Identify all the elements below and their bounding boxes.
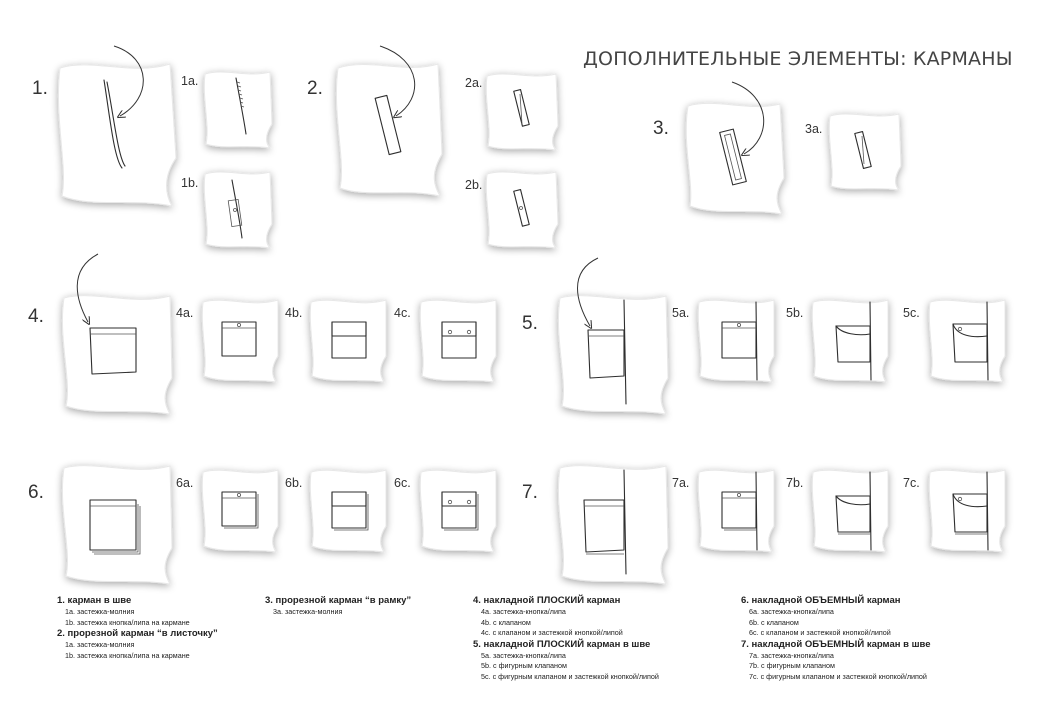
pocket-7a-illustration xyxy=(694,466,778,554)
legend-item-2: 2. прорезной карман “в листочку” xyxy=(57,628,218,639)
pocket-6b-illustration xyxy=(306,466,390,554)
legend-item-6a: 6a. застежка-кнопка/липа xyxy=(749,607,834,616)
legend-column-4 xyxy=(741,595,931,682)
pocket-4a-illustration xyxy=(198,296,282,384)
legend-item-5b: 5b. с фигурным клапаном xyxy=(481,661,567,670)
legend-item-1a: 1a. застежка-молния xyxy=(65,607,135,616)
legend-item-6b: 6b. с клапаном xyxy=(749,617,799,627)
label-1b: 1b. xyxy=(181,176,199,190)
label-1: 1. xyxy=(32,78,48,99)
pocket-1-illustration xyxy=(52,58,182,208)
pocket-4c-illustration xyxy=(416,296,500,384)
label-7b: 7b. xyxy=(786,476,804,490)
label-4b: 4b. xyxy=(285,306,303,320)
legend-item-2a: 1a. застежка-молния xyxy=(65,640,135,649)
pocket-7-illustration xyxy=(554,460,674,586)
label-7: 7. xyxy=(522,482,538,503)
pocket-5c-illustration xyxy=(925,296,1009,384)
pocket-2a-illustration xyxy=(482,70,562,152)
legend-item-2b: 1b. застежка кнопка/липа на кармане xyxy=(65,650,190,660)
label-1a: 1a. xyxy=(181,74,199,88)
label-6a: 6a. xyxy=(176,476,194,490)
pocket-4b-illustration xyxy=(306,296,390,384)
label-3: 3. xyxy=(653,118,669,139)
label-3a: 3a. xyxy=(805,122,823,136)
legend-item-7a: 7a. застежка-кнопка/липа xyxy=(749,650,834,660)
label-5c: 5c. xyxy=(903,306,920,320)
pocket-3a-illustration xyxy=(825,110,905,192)
legend-item-5a: 5a. застежка-кнопка/липа xyxy=(481,650,566,660)
label-4: 4. xyxy=(28,306,44,327)
label-2: 2. xyxy=(307,78,323,99)
pocket-6a-illustration xyxy=(198,466,282,554)
pocket-7c-illustration xyxy=(925,466,1009,554)
pocket-1a-illustration xyxy=(200,68,275,150)
legend-column-2 xyxy=(265,595,411,618)
legend-item-7b: 7b. с фигурным клапаном xyxy=(749,661,835,670)
legend-item-6: 6. накладной ОБЪЕМНЫЙ карман xyxy=(741,595,901,606)
legend-item-6c: 6c. с клапаном и застежкой кнопкой/липой xyxy=(749,628,891,637)
label-6: 6. xyxy=(28,482,44,503)
label-5: 5. xyxy=(522,313,538,334)
pocket-2-illustration xyxy=(330,58,448,198)
label-5a: 5a. xyxy=(672,306,690,320)
legend-item-5: 5. накладной ПЛОСКИЙ карман в шве xyxy=(473,638,651,650)
legend-item-7: 7. накладной ОБЪЕМНЫЙ карман в шве xyxy=(741,638,931,650)
legend-column-1 xyxy=(57,595,218,661)
label-4a: 4a. xyxy=(176,306,194,320)
label-2b: 2b. xyxy=(465,178,483,192)
pocket-2b-illustration xyxy=(482,168,562,250)
legend-item-4: 4. накладной ПЛОСКИЙ карман xyxy=(473,595,621,606)
pocket-5b-illustration xyxy=(808,296,892,384)
legend-item-4b: 4b. с клапаном xyxy=(481,617,531,627)
pocket-3-illustration xyxy=(680,98,790,216)
legend-item-3a: 3a. застежка-молния xyxy=(273,607,343,616)
legend-item-5c: 5c. с фигурным клапаном и застежкой кнопкой/липой xyxy=(481,671,659,681)
label-6c: 6c. xyxy=(394,476,411,490)
pocket-6-illustration xyxy=(58,460,178,586)
legend-column-3 xyxy=(473,595,659,682)
legend-item-7c: 7c. с фигурным клапаном и застежкой кнопкой/липой xyxy=(749,671,927,681)
label-6b: 6b. xyxy=(285,476,303,490)
pocket-5a-illustration xyxy=(694,296,778,384)
pocket-5-illustration xyxy=(554,290,674,416)
legend-item-4a: 4a. застежка-кнопка/липа xyxy=(481,607,566,616)
pocket-4-illustration xyxy=(58,290,178,416)
pocket-7b-illustration xyxy=(808,466,892,554)
label-2a: 2a. xyxy=(465,76,483,90)
label-7a: 7a. xyxy=(672,476,690,490)
label-4c: 4c. xyxy=(394,306,411,320)
pocket-1b-illustration xyxy=(200,168,275,250)
page-title: ДОПОЛНИТЕЛЬНЫЕ ЭЛЕМЕНТЫ: КАРМАНЫ xyxy=(583,48,1013,70)
legend-item-4c: 4c. с клапаном и застежкой кнопкой/липой xyxy=(481,628,623,637)
legend-item-1b: 1b. застежка кнопка/липа на кармане xyxy=(65,617,190,627)
legend-item-3: 3. прорезной карман “в рамку” xyxy=(265,595,412,606)
label-5b: 5b. xyxy=(786,306,804,320)
pocket-6c-illustration xyxy=(416,466,500,554)
legend-item-1: 1. карман в шве xyxy=(57,595,132,606)
label-7c: 7c. xyxy=(903,476,920,490)
